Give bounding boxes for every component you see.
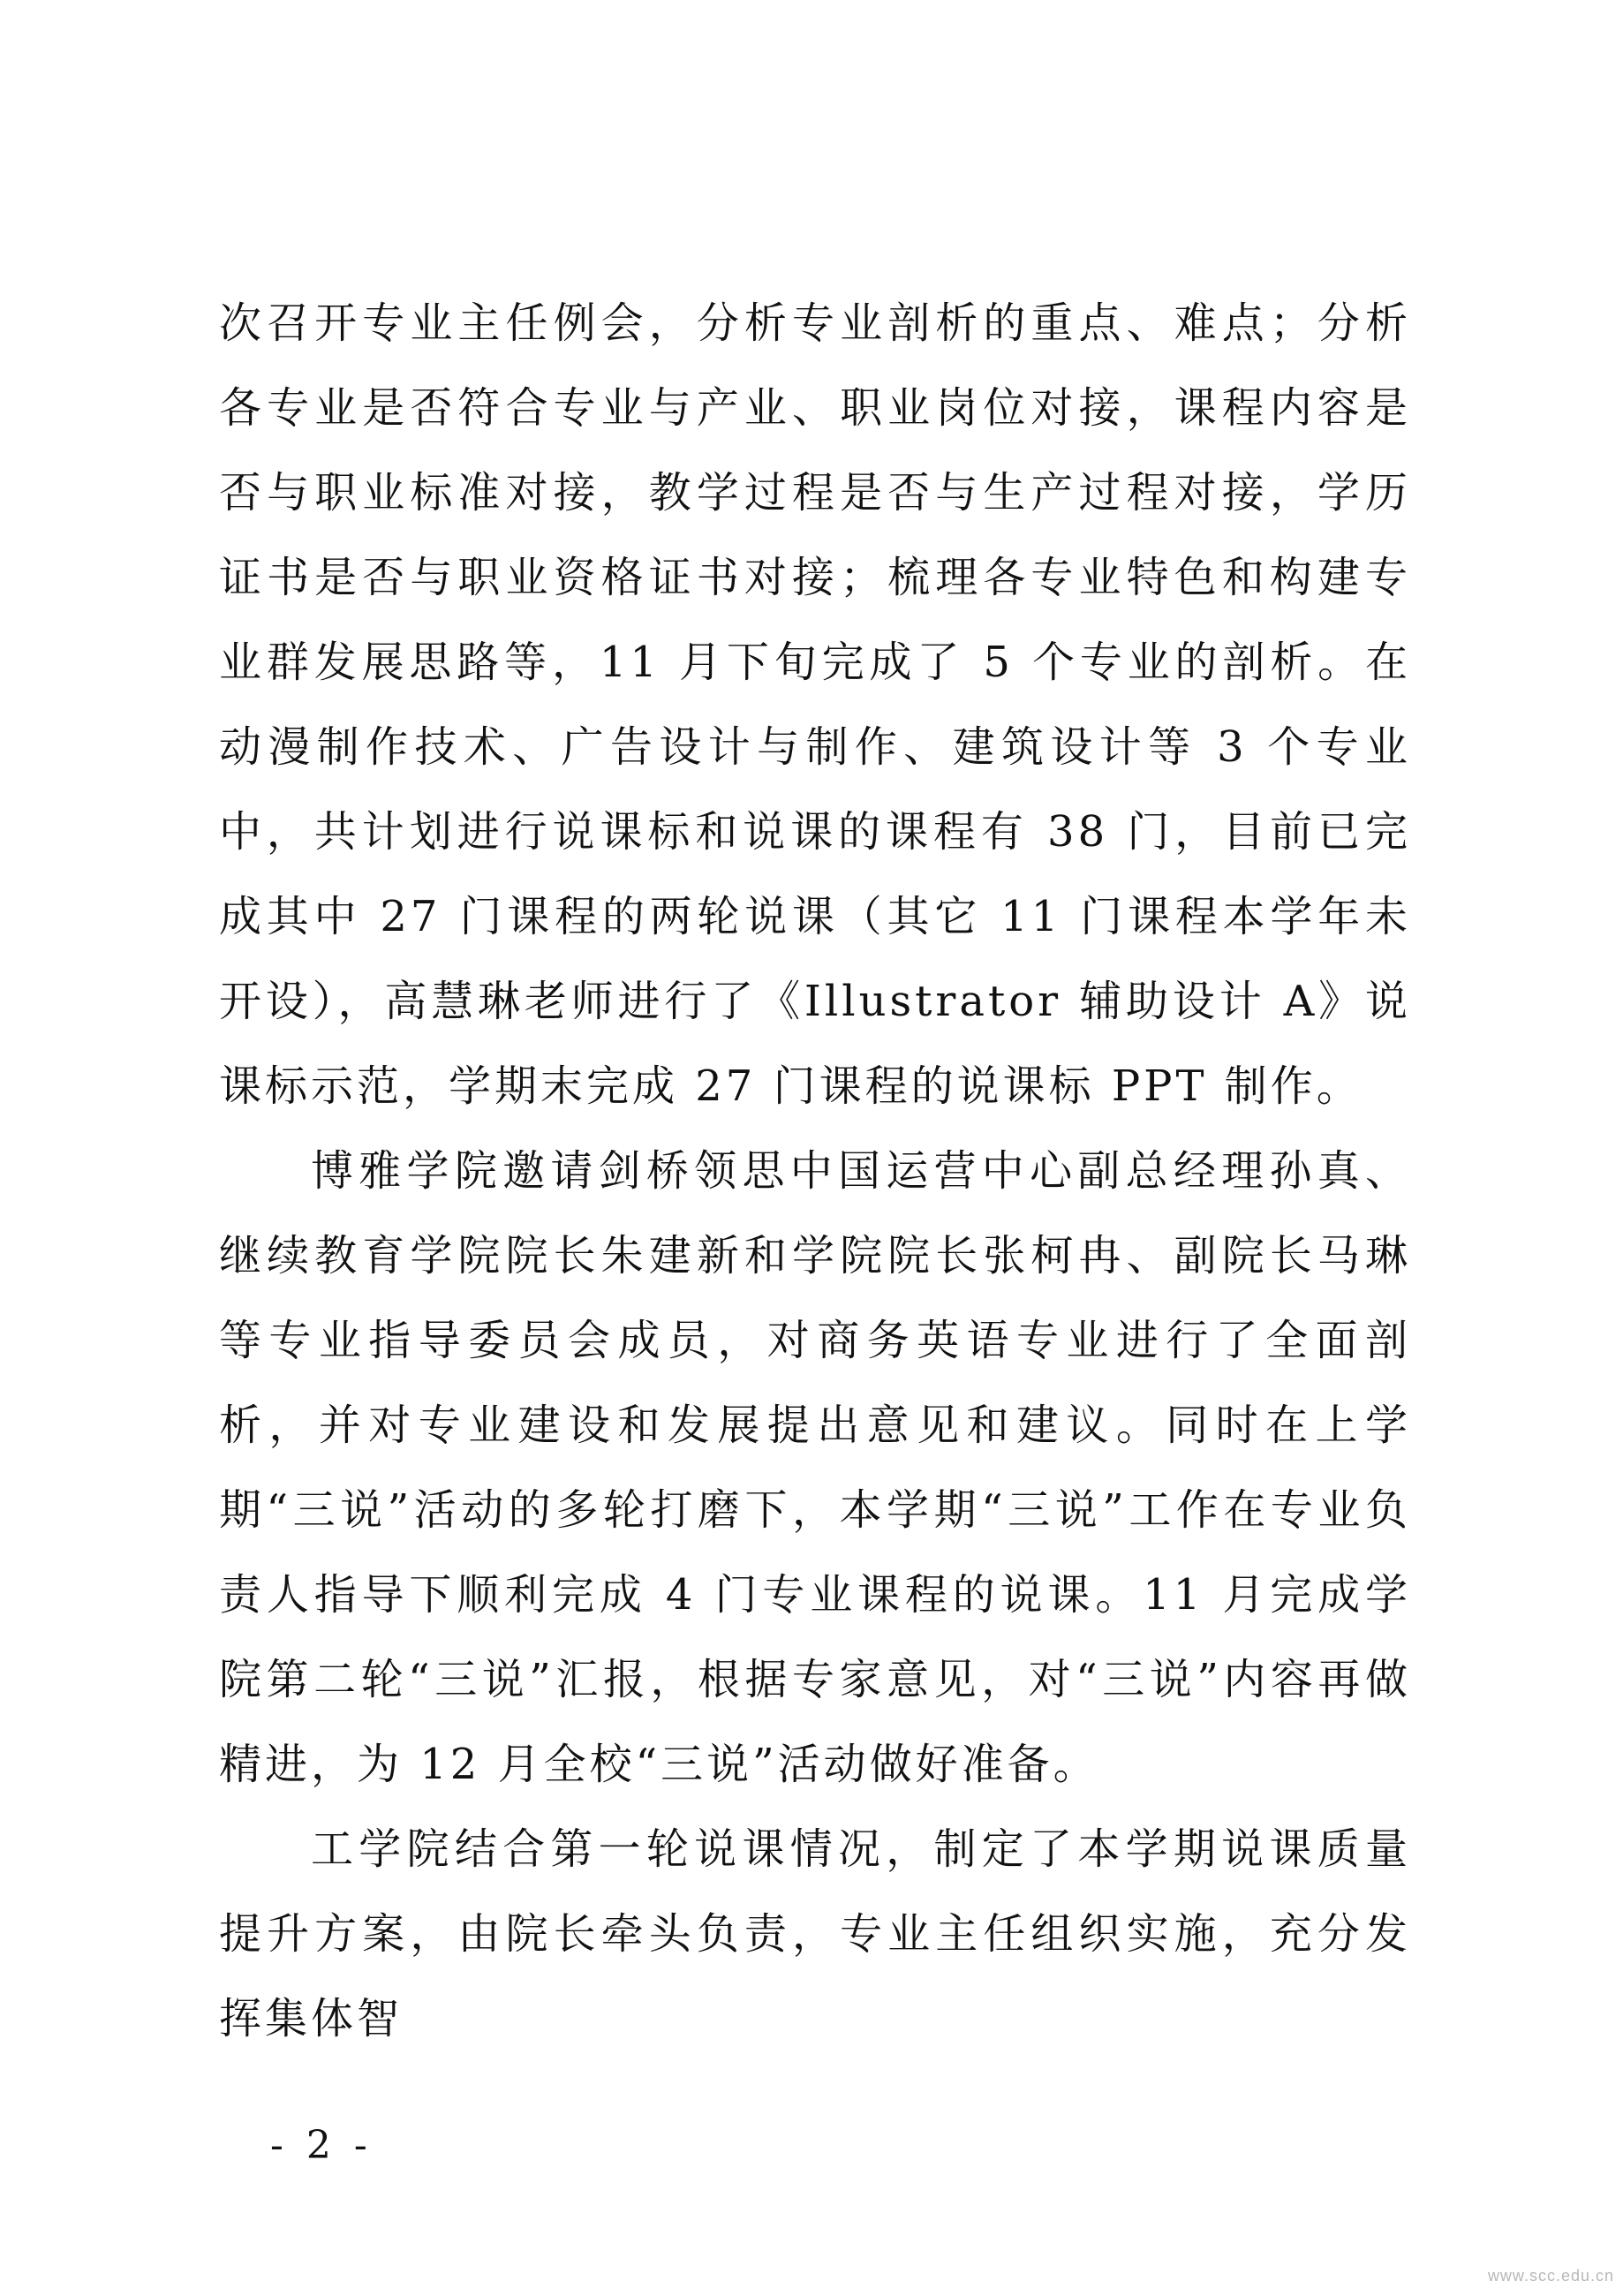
paragraph-boya-college: 博雅学院邀请剑桥领思中国运营中心副总经理孙真、继续教育学院院长朱建新和学院院长张柯冉、副院长马琳等专业指导委员会成员，对商务英语专业进行了全面剖析，并对专业建设和发展提出意见和建议。同时在上学期“三说”活动的多轮打磨下，本学期“三说”工作在专业负责人指导下顺利完成 4 门专业课程的说课。11 月完成学院第二轮“三说”汇报，根据专家意见，对“三说”内容再做精进，为 12 月全校“三说”活动做好准备。 xyxy=(219,1146,1411,1789)
paragraph-continued: 次召开专业主任例会，分析专业剖析的重点、难点；分析各专业是否符合专业与产业、职业岗位对接，课程内容是否与职业标准对接，教学过程是否与生产过程对接，学历证书是否与职业资格证书对接；梳理各专业特色和构建专业群发展思路等，11 月下旬完成了 5 个专业的剖析。在动漫制作技术、广告设计与制作、建筑设计等 3 个专业中，共计划进行说课标和说课的课程有 38 门，目前已完成其中 27 门课程的两轮说课（其它 11 门课程本学年未开设），高慧琳老师进行了《Illustrator 辅助设计 A》说课标示范，学期末完成 27 门课程的说课标 PPT 制作。 xyxy=(219,298,1411,1111)
paragraph-engineering-college: 工学院结合第一轮说课情况，制定了本学期说课质量提升方案，由院长牵头负责，专业主任组织实施，充分发挥集体智 xyxy=(219,1824,1411,2043)
watermark-text: www.scc.edu.cn xyxy=(1487,2267,1614,2285)
page-number: - 2 - xyxy=(270,2123,373,2168)
body-text xyxy=(219,281,1411,2061)
